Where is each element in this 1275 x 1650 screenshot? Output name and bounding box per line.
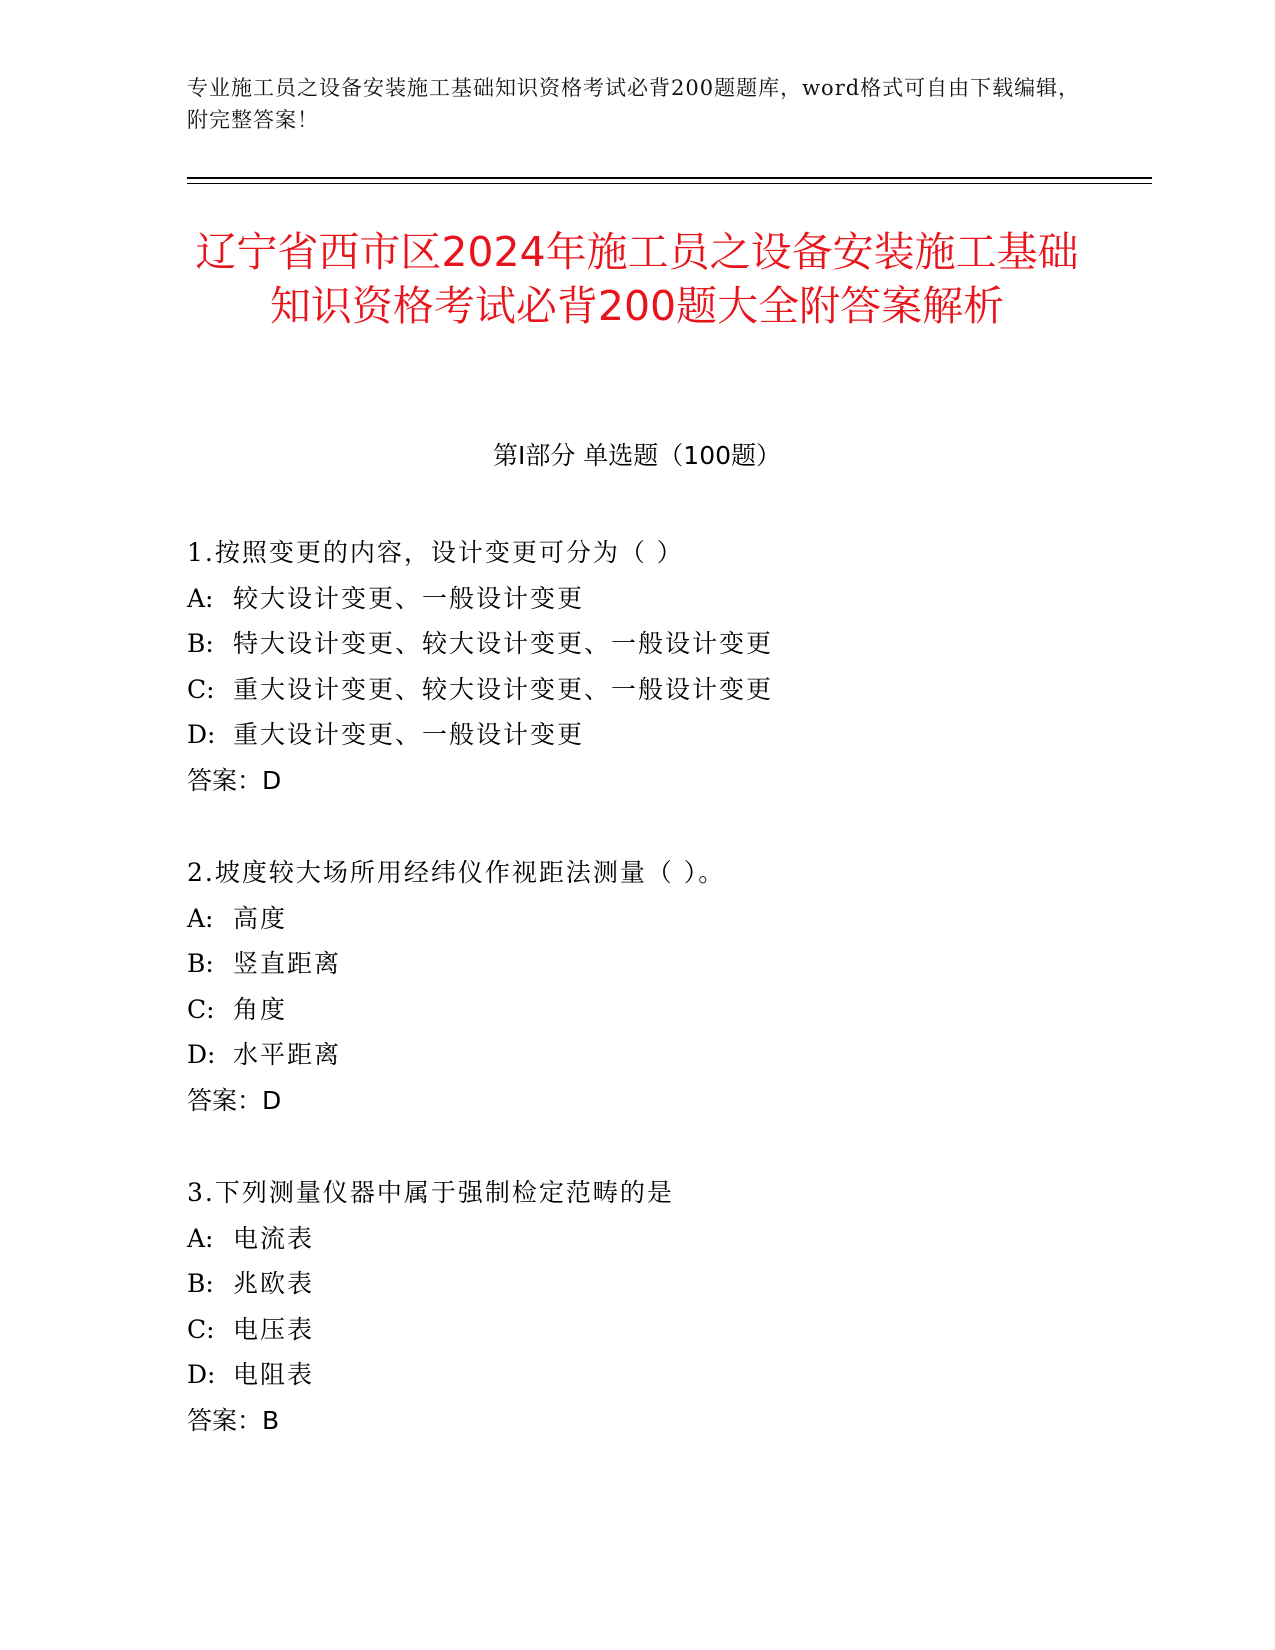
option-key: D:: [187, 1360, 216, 1389]
option-key: D:: [187, 1040, 216, 1069]
answer: 答案：D: [187, 765, 282, 795]
option-b: [187, 1261, 1087, 1307]
option-key: D:: [187, 720, 216, 749]
question-stem: 2.坡度较大场所用经纬仪作视距法测量（ ）。: [187, 858, 726, 887]
option-a: [187, 896, 1087, 942]
option-key: A:: [187, 583, 214, 613]
option-a: [187, 1216, 1087, 1262]
question-stem: 1.按照变更的内容，设计变更可分为（ ）: [187, 538, 684, 567]
option-text: 高度: [233, 903, 288, 933]
option-key: B:: [187, 949, 214, 978]
option-key: A:: [187, 903, 214, 933]
answer: 答案：B: [187, 1405, 280, 1435]
option-b: [187, 941, 1087, 987]
option-key: B:: [187, 629, 214, 658]
option-b: [187, 621, 1087, 667]
question-stem: 3.下列测量仪器中属于强制检定范畴的是: [187, 1178, 674, 1207]
question-2: [187, 850, 1087, 1123]
option-text: 兆欧表: [233, 1269, 315, 1298]
option-key: C:: [187, 994, 215, 1024]
option-c: [187, 1307, 1087, 1353]
header-divider-thick: [187, 177, 1152, 179]
question-list: [187, 530, 1087, 1490]
question-3: [187, 1170, 1087, 1443]
option-text: 电压表: [233, 1314, 315, 1344]
option-text: 电阻表: [233, 1360, 315, 1389]
document-title: 辽宁省西市区2024年施工员之设备安装施工基础知识资格考试必背200题大全附答案解析: [195, 228, 1079, 330]
option-c: [187, 667, 1087, 713]
option-text: 水平距离: [233, 1040, 342, 1069]
option-key: B:: [187, 1269, 214, 1298]
option-a: [187, 576, 1087, 622]
option-key: C:: [187, 1314, 215, 1344]
option-c: [187, 987, 1087, 1033]
option-key: A:: [187, 1223, 214, 1253]
option-d: [187, 712, 1087, 758]
option-key: C:: [187, 674, 215, 704]
section-title: 第Ⅰ部分 单选题（100题）: [492, 441, 782, 470]
header-divider-thin: [187, 183, 1152, 184]
option-d: [187, 1032, 1087, 1078]
option-text: 重大设计变更、一般设计变更: [233, 720, 585, 749]
option-text: 重大设计变更、较大设计变更、一般设计变更: [233, 674, 774, 704]
option-text: 竖直距离: [233, 949, 342, 978]
option-text: 特大设计变更、较大设计变更、一般设计变更: [233, 629, 774, 658]
option-text: 角度: [233, 994, 288, 1024]
question-1: [187, 530, 1087, 803]
header-note: 专业施工员之设备安装施工基础知识资格考试必背200题题库，word格式可自由下载编辑，附完整答案！: [187, 76, 1081, 132]
option-d: [187, 1352, 1087, 1398]
option-text: 电流表: [233, 1223, 315, 1253]
answer: 答案：D: [187, 1085, 282, 1115]
option-text: 较大设计变更、一般设计变更: [233, 583, 585, 613]
